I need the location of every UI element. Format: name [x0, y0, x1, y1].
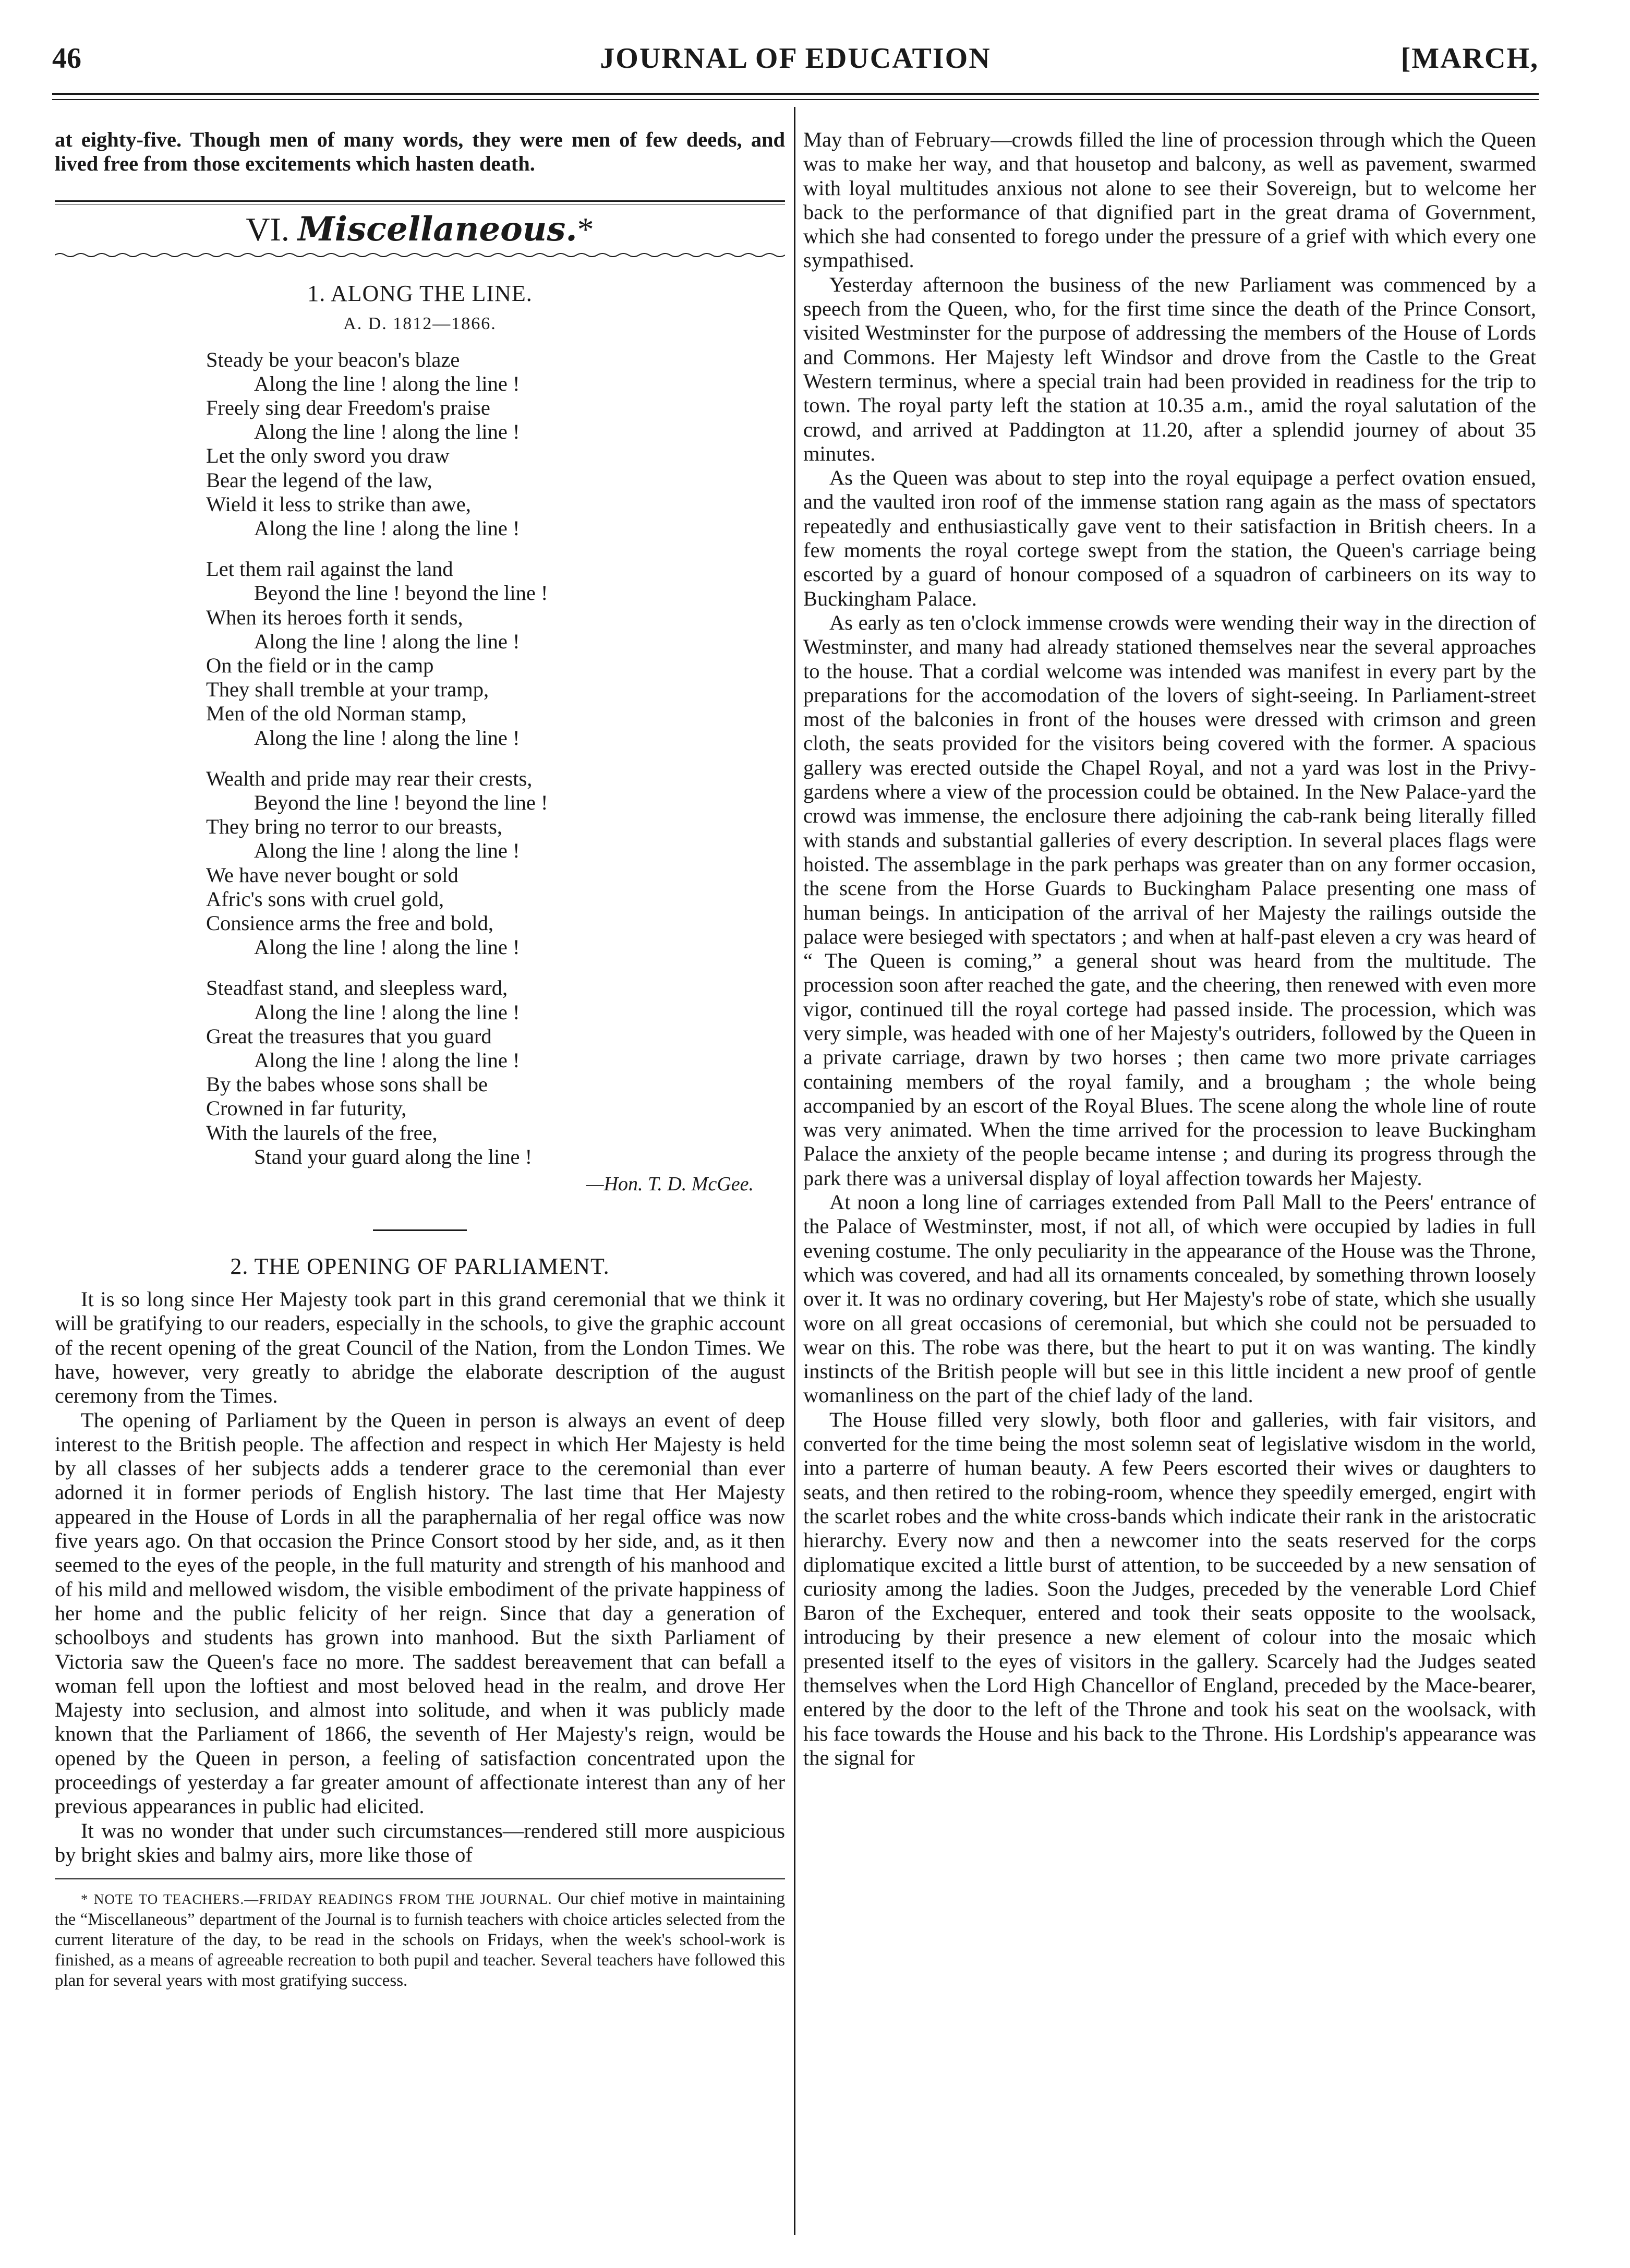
paragraph: As early as ten o'clock immense crowds were wending their way in the direction of Westminster, and many had already stationed themselves near the several approaches to the house. That a cordial welcome was intended was manifest in every part by the preparations for the accomodation of the lovers of sight-seeing. In Parliament-street most of the balconies in front of the houses were dressed with crimson and green cloth, the seats provided for the visitors being covered with the former. A spacious gallery was erected outside the Chapel Royal, and not a yard was lost in the Privy-gardens where a view of the procession could be obtained. In the New Palace-yard the crowd was immense, the enclosure there adjoining the cab-rank being literally filled with stands and substantial galleries of every description. In several places flags were hoisted. The assemblage in the park perhaps was greater than on any former occasion, the scene from the Horse Guards to Buckingham Palace presenting one mass of human beings. In anticipation of the arrival of her Majesty the railings outside the palace were besieged with spectators ; and when at half-past eleven a cry was heard of “ The Queen is coming,” a general shout was heard from the multitude. The procession soon after reached the gate, and the cheering, then renewed with even more vigor, continued till the royal cortege had passed inside. The procession, which was very simple, was headed with one of her Majesty's outriders, followed by the Queen in a private carriage, drawn by two horses ; then came two more private carriages containing members of the royal family, and a brougham ; the whole being accompanied by an escort of the Royal Blues. The scene along the whole line of route was very animated. When the time arrived for the procession to leave Buckingham Palace the anxiety of the people became intense ; and during its progress through the park there was a universal display of loyal affection towards her Majesty. — [803, 610, 1536, 1190]
poem-line: Along the line ! along the line ! — [254, 1048, 520, 1072]
poem-line: With the laurels of the free, — [206, 1120, 438, 1144]
section-title: Miscellaneous. — [297, 209, 577, 249]
poem-line: Along the line ! along the line ! — [254, 516, 520, 540]
poem-date: A. D. 1812—1866. — [343, 313, 497, 333]
poem-line: Let the only sword you draw — [206, 444, 450, 468]
page-header — [52, 42, 1539, 78]
poem-line: Along the line ! along the line ! — [254, 726, 520, 750]
paragraph: At noon a long line of carriages extended from Pall Mall to the Peers' entrance of the Palace of Westminster, most, if not all, of which were occupied by ladies in full evening costume. The only peculiarity in the appearance of the House was the Throne, which was covered, and had all its ornaments concealed, by something thrown loosely over it. It was no ordinary covering, but Her Majesty's robe of state, which she usually wore on all great occasions of ceremonial, but which she could not be persuaded to wear on this. The robe was there, but the heart to put it on was wanting. The kindly instincts of the British people will but see in this little incident a new proof of gentle womanliness on the part of the chief lady of the land. — [803, 1190, 1536, 1407]
poem-line: Crowned in far futurity, — [206, 1096, 407, 1120]
poem-line: On the field or in the camp — [206, 654, 434, 678]
paragraph: As the Queen was about to step into the royal equipage a perfect ovation ensued, and the vaulted iron roof of the immense station rang again as the mass of spectators repeatedly and enthusiastically gave vent to their satisfaction in British cheers. In a few moments the royal cortege swept from the station, the Queen's carriage being escorted by a guard of honour composed of a squadron of carbineers on its way to Buckingham Palace. — [803, 466, 1536, 610]
poem-line: Freely sing dear Freedom's praise — [206, 396, 490, 419]
header-rule — [52, 93, 1539, 95]
poem-line: They bring no terror to our breasts, — [206, 815, 502, 839]
poem-stanza — [206, 348, 785, 541]
lead-text: at eighty-five. Though men of many words, they were men of few deeds, and lived free from those excitements which hasten death. — [55, 128, 785, 176]
poem-line: Along the line ! along the line ! — [254, 629, 520, 653]
header-rule-thin — [52, 99, 1539, 100]
poem-line: Steady be your beacon's blaze — [206, 347, 460, 371]
poem-line: Along the line ! along the line ! — [254, 371, 520, 395]
poem-stanza — [206, 767, 785, 960]
paragraph: The opening of Parliament by the Queen in person is always an event of deep interest to the British people. The affection and respect in which Her Majesty is held by all classes of her subjects adds a tenderer grace to the ceremonial than ever adorned it in former periods of English history. The last time that Her Majesty appeared in the House of Lords in all the paraphernalia of her regal office was now five years ago. On that occasion the Prince Consort stood by her side, and, as it then seemed to the eyes of the people, in the full maturity and strength of his manhood and of his mild and mellowed wisdom, the visible embodiment of the private happiness of her home and the public felicity of her reign. Since that day a generation of schoolboys and students has grown into manhood. But the sixth Parliament of Victoria saw the Queen's face no more. The saddest bereavement that can befall a woman fell upon the loftiest and most beloved head in the realm, and drove Her Majesty into seclusion, and almost into solitude, and when it was publicly made known that the Parliament of 1866, the seventh of Her Majesty's reign, would be opened by the Queen in person, a feeling of satisfaction concentrated upon the proceedings of yesterday a far greater amount of affectionate interest than any of her previous appearances in public had elicited. — [55, 1408, 785, 1818]
poem-line: Stand your guard along the line ! — [254, 1144, 533, 1168]
poem-line: Along the line ! along the line ! — [254, 935, 520, 959]
poem-line: When its heroes forth it sends, — [206, 605, 463, 629]
poem-line: Afric's sons with cruel gold, — [206, 887, 444, 911]
poem-line: Bear the legend of the law, — [206, 468, 432, 492]
poem-line: They shall tremble at your tramp, — [206, 678, 489, 702]
poem-line: By the babes whose sons shall be — [206, 1072, 488, 1096]
poem-stanza — [206, 557, 785, 750]
footnote-mark: * — [577, 210, 594, 248]
poem-line: Beyond the line ! beyond the line ! — [254, 581, 548, 605]
footnote — [55, 1889, 785, 1991]
article-title: 2. THE OPENING OF PARLIAMENT. — [230, 1253, 610, 1280]
poem-line: Beyond the line ! beyond the line ! — [254, 791, 548, 815]
poem-line: Men of the old Norman stamp, — [206, 702, 467, 726]
column-divider — [794, 107, 795, 2235]
poem-line: Wield it less to strike than awe, — [206, 492, 471, 516]
journal-title: JOURNAL OF EDUCATION — [600, 42, 991, 75]
paragraph: The House filled very slowly, both floor and galleries, with fair visitors, and converted for the time being the most solemn seat of legislative wisdom in the world, into a parterre of human beauty. A few Peers escorted their wives or daughters to seats, and then retired to the robing-room, whence they speedily emerged, engirt with the scarlet robes and the white cross-bands which indicate their rank in the aristocratic hierarchy. Every now and then a newcomer into the seats reserved for the corps diplomatique excited a little burst of attention, to be succeeded by a new sensation of curiosity among the ladies. Soon the Judges, preceded by the venerable Lord Chief Baron of the Exchequer, entered and took their seats opposite to the woolsack, introducing by their presence a new element of colour into the mosaic which presented itself to the eyes of visitors in the gallery. Scarcely had the Judges seated themselves when the Lord High Chancellor of England, preceded by the Mace-bearer, entered by the door to the left of the Throne and took his seat on the woolsack, with his face towards the House and his back to the Throne. His Lordship's appearance was the signal for — [803, 1407, 1536, 1769]
right-column — [803, 128, 1536, 1770]
footnote-rule — [55, 1878, 785, 1879]
left-column — [55, 128, 785, 1991]
poem-line: Along the line ! along the line ! — [254, 420, 520, 444]
wavy-rule — [55, 251, 785, 259]
section-heading — [55, 209, 785, 250]
section-rule — [55, 200, 785, 204]
poem-signature: —Hon. T. D. McGee. — [586, 1173, 754, 1196]
page-number: 46 — [52, 42, 81, 75]
footnote-text: Our chief motive in maintaining the “Miscellaneous” department of the Journal is to furnish teachers with choice articles selected from the current literature of the day, to be read in the schools on Fridays, when the week's school-work is finished, as a means of agreeable recreation to both pupil and teacher. Several teachers have followed this plan for several years with most gratifying success. — [55, 1889, 786, 1990]
poem-title: 1. ALONG THE LINE. — [307, 280, 533, 306]
paragraph: It is so long since Her Majesty took part in this grand ceremonial that we think it will be gratifying to our readers, especially in the schools, to give the graphic account of the recent opening of the great Council of the Nation, from the London Times. We have, however, very greatly to abridge the elaborate description of the august ceremony from the Times. — [55, 1287, 785, 1408]
poem-line: Along the line ! along the line ! — [254, 839, 520, 863]
poem-line: Along the line ! along the line ! — [254, 1000, 520, 1024]
issue-month: [MARCH, — [1400, 42, 1539, 75]
section-numeral: VI. — [246, 210, 289, 248]
poem-line: Steadfast stand, and sleepless ward, — [206, 976, 508, 1000]
paragraph: It was no wonder that under such circumstances—rendered still more auspicious by bright skies and balmy airs, more like those of — [55, 1818, 785, 1866]
poem-line: Great the treasures that you guard — [206, 1024, 492, 1048]
paragraph: Yesterday afternoon the business of the new Parliament was commenced by a speech from the Queen, who, for the first time since the death of the Prince Consort, visited Westminster for the purpose of addressing the members of the House of Lords and Commons. Her Majesty left Windsor and drove from the Castle to the Great Western terminus, where a special train had been provided in readiness for the trip to town. The royal party left the station at 10.35 a.m., amid the royal salutation of the crowd, and arrived at Paddington at 11.20, after a splendid journey of about 35 minutes. — [803, 272, 1536, 465]
poem-line: We have never bought or sold — [206, 863, 458, 887]
poem-line: Wealth and pride may rear their crests, — [206, 766, 533, 790]
footnote-lead: * NOTE TO TEACHERS.—FRIDAY READINGS FROM THE JOURNAL. — [81, 1891, 552, 1908]
poem-stanza — [206, 976, 785, 1169]
paragraph: May than of February—crowds filled the line of procession through which the Queen was to make her way, and that housetop and balcony, as well as pavement, swarmed with loyal multitudes anxious not alone to see their Sovereign, but to welcome her back to the performance of that dignified part in the great drama of Government, which she had consented to forego under the pressure of a grief with which every one sympathised. — [803, 128, 1536, 272]
poem-line: Consience arms the free and bold, — [206, 911, 494, 935]
poem-line: Let them rail against the land — [206, 557, 453, 581]
divider-rule — [373, 1229, 467, 1231]
